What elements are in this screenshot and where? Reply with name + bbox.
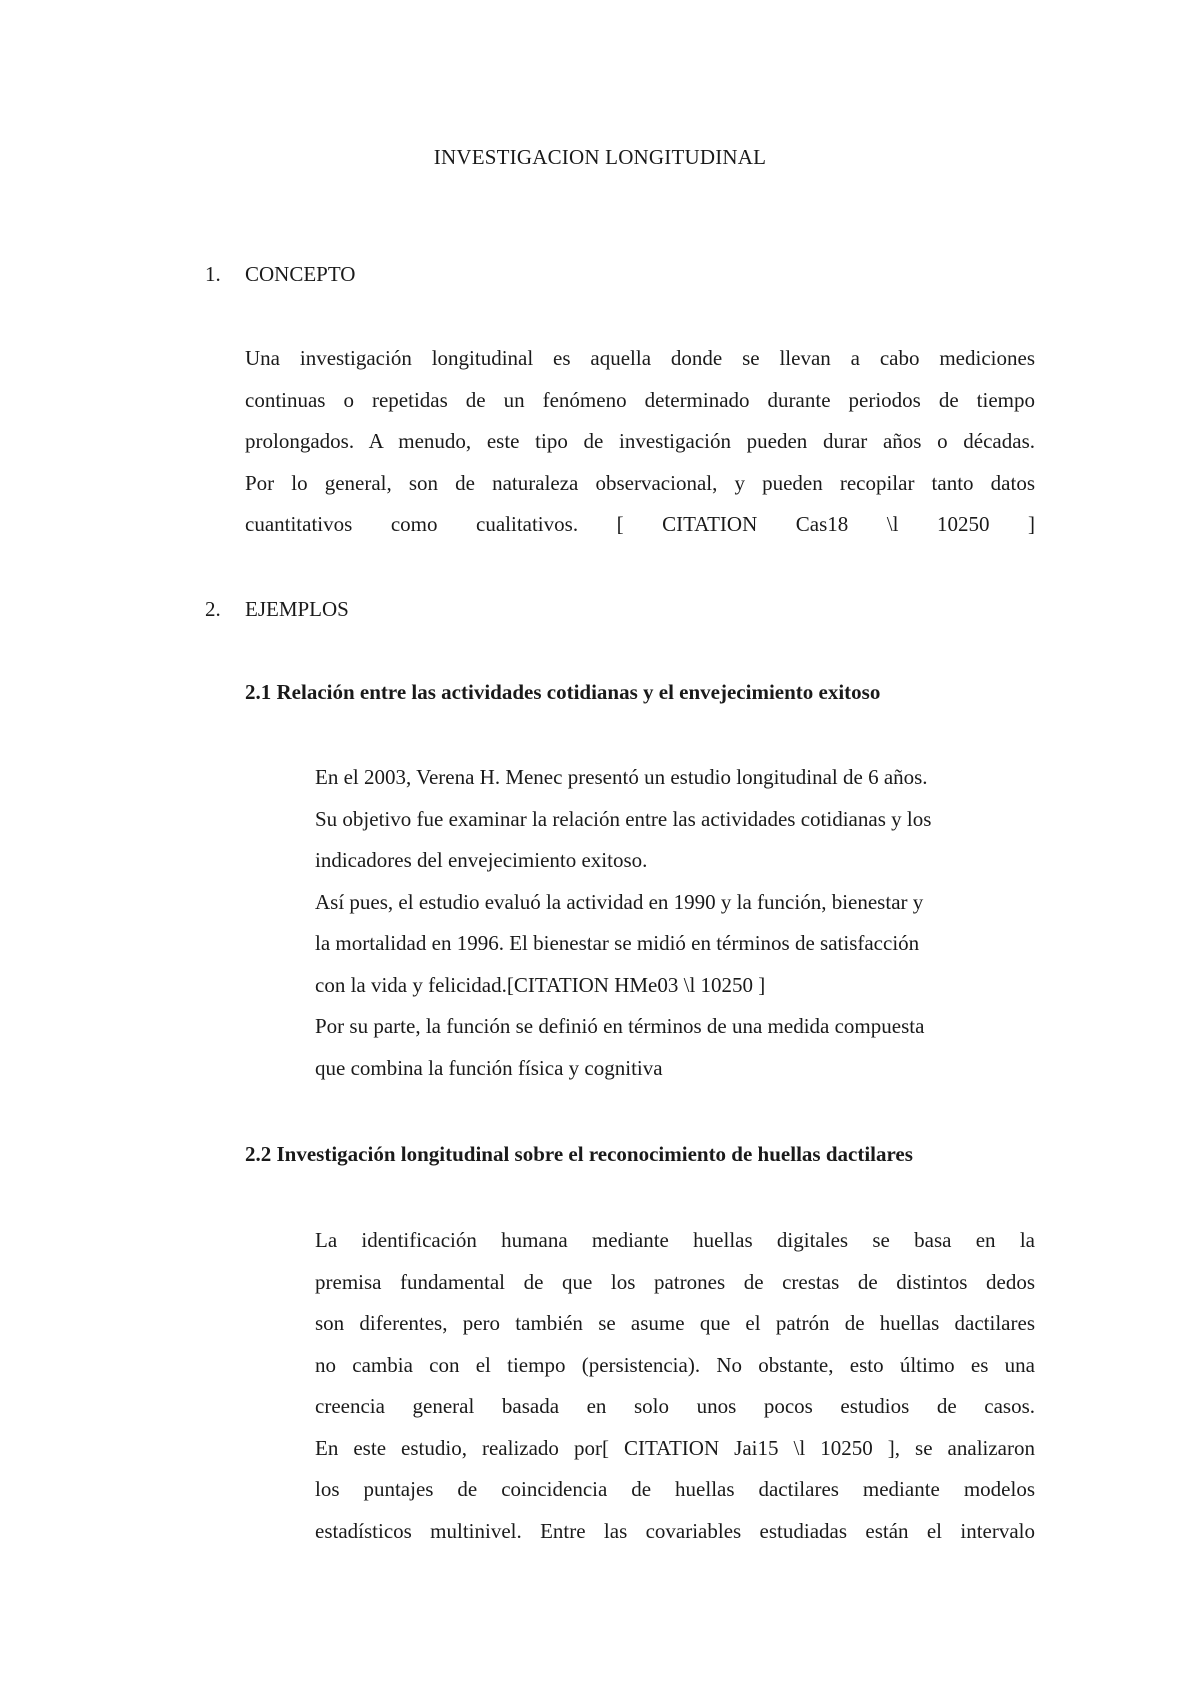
paragraph-line: indicadores del envejecimiento exitoso. [315, 848, 648, 872]
section-heading-ejemplos [205, 597, 349, 622]
paragraph-line: creencia general basada en solo unos pocos estudios de casos. [315, 1394, 1035, 1418]
paragraph-line: prolongados. A menudo, este tipo de investigación pueden durar años o décadas. [245, 429, 1035, 453]
section-heading-concepto [205, 262, 355, 287]
paragraph-line: estadísticos multinivel. Entre las covariables estudiadas están el intervalo [315, 1518, 1035, 1543]
paragraph-line: continuas o repetidas de un fenómeno determinado durante periodos de tiempo [245, 387, 1035, 412]
paragraph-line: cuantitativos como cualitativos. [ CITATION Cas18 \l 10250 ] [245, 512, 1035, 536]
paragraph-line: Por su parte, la función se definió en términos de una medida compuesta [315, 1014, 925, 1038]
document-title: INVESTIGACION LONGITUDINAL [433, 145, 767, 169]
subsection-2-2-paragraph [315, 1220, 1035, 1552]
paragraph-line: Una investigación longitudinal es aquella donde se llevan a cabo mediciones [245, 346, 1035, 370]
paragraph-line: con la vida y felicidad.[CITATION HMe03 \l 10250 ] [315, 972, 766, 997]
paragraph-line: En este estudio, realizado por[ CITATION Jai15 \l 10250 ], se analizaron [315, 1435, 1035, 1460]
subsection-2-1-paragraph [315, 757, 1035, 1089]
section-title: EJEMPLOS [245, 597, 349, 621]
paragraph-line: no cambia con el tiempo (persistencia). No obstante, esto último es una [315, 1352, 1035, 1377]
section-number: 1. [205, 262, 221, 286]
subsection-heading-2-1: 2.1 Relación entre las actividades cotidianas y el envejecimiento exitoso [245, 680, 881, 704]
paragraph-line: la mortalidad en 1996. El bienestar se midió en términos de satisfacción [315, 931, 920, 955]
section-number: 2. [205, 597, 221, 621]
paragraph-line: Así pues, el estudio evaluó la actividad en 1990 y la función, bienestar y [315, 889, 924, 914]
paragraph-line: son diferentes, pero también se asume que el patrón de huellas dactilares [315, 1311, 1035, 1335]
paragraph-line: que combina la función física y cognitiva [315, 1055, 663, 1080]
paragraph-line: Su objetivo fue examinar la relación entre las actividades cotidianas y los [315, 806, 932, 831]
section-title: CONCEPTO [245, 262, 356, 286]
paragraph-line: los puntajes de coincidencia de huellas dactilares mediante modelos [315, 1477, 1035, 1501]
concepto-paragraph [245, 338, 1035, 546]
paragraph-line: premisa fundamental de que los patrones de crestas de distintos dedos [315, 1269, 1035, 1294]
subsection-heading-2-2: 2.2 Investigación longitudinal sobre el reconocimiento de huellas dactilares [245, 1142, 913, 1166]
paragraph-line: Por lo general, son de naturaleza observacional, y pueden recopilar tanto datos [245, 470, 1035, 495]
paragraph-line: La identificación humana mediante huellas digitales se basa en la [315, 1228, 1035, 1252]
paragraph-line: En el 2003, Verena H. Menec presentó un estudio longitudinal de 6 años. [315, 765, 928, 789]
